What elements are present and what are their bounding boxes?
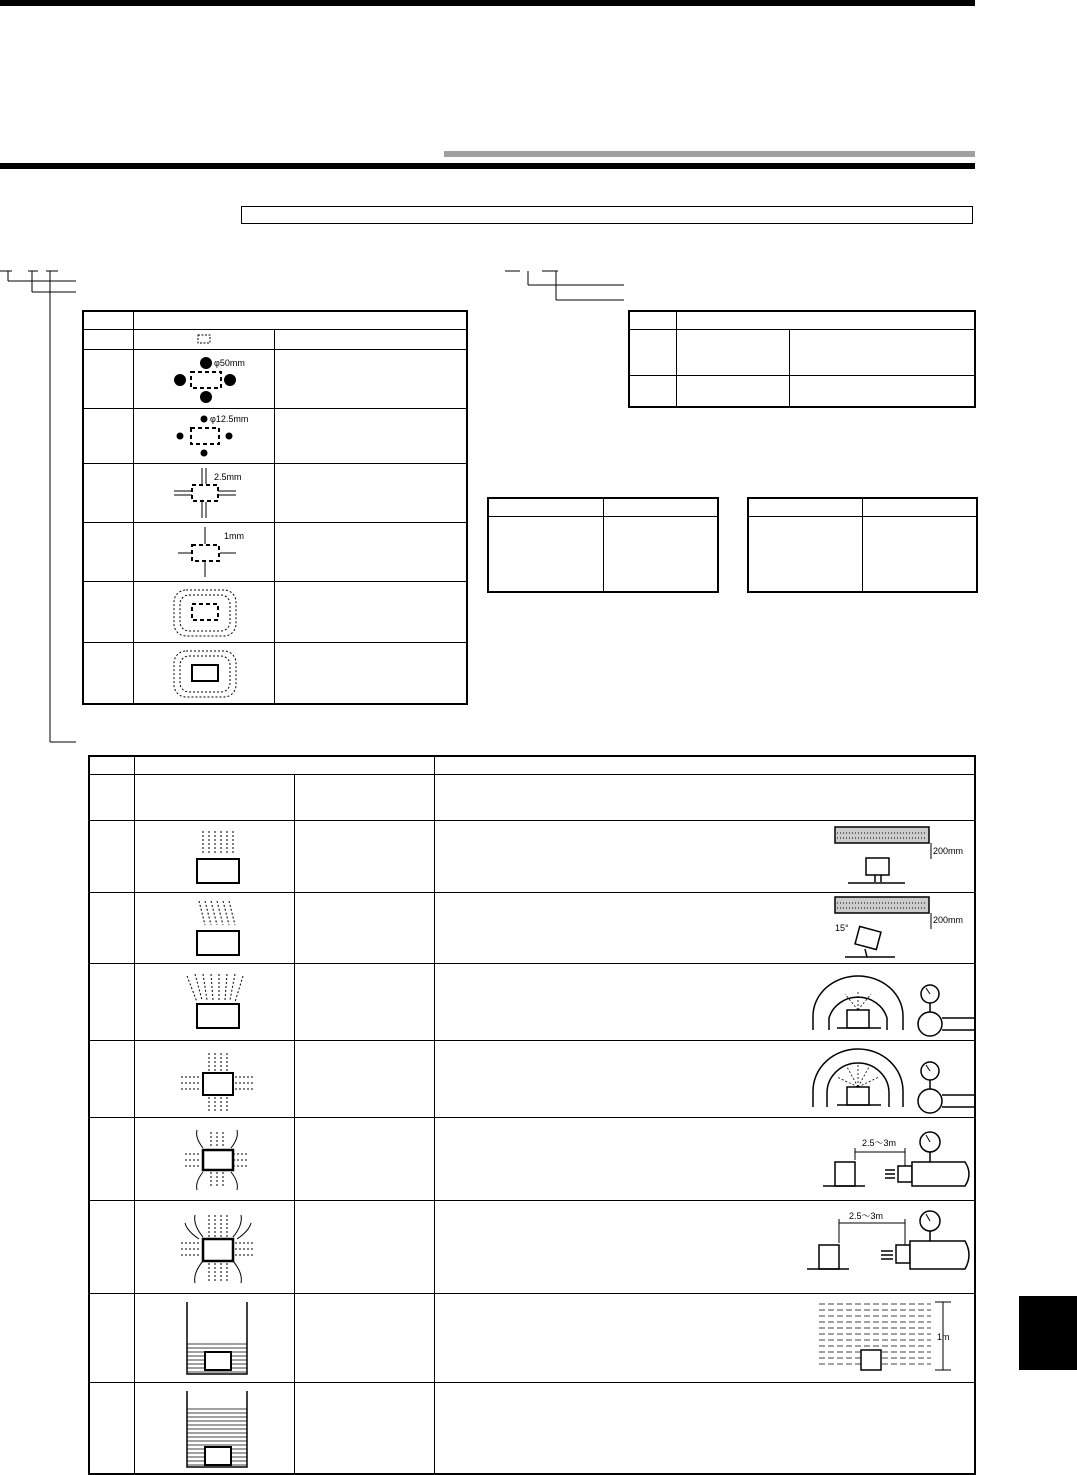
description-cell bbox=[274, 463, 467, 522]
middle-table-right bbox=[747, 497, 978, 593]
splashing-water-icon bbox=[135, 1041, 295, 1117]
vertical-drip-icon bbox=[135, 821, 295, 892]
middle-table-left bbox=[487, 497, 719, 593]
description-cell bbox=[274, 581, 467, 642]
table-row bbox=[89, 1117, 134, 1200]
description-cell bbox=[274, 349, 467, 408]
dust-tight-icon bbox=[134, 643, 275, 703]
header-cell bbox=[134, 774, 294, 820]
description-cell bbox=[294, 1382, 434, 1474]
header-cell bbox=[133, 329, 274, 349]
table-row bbox=[83, 522, 133, 581]
header-cell bbox=[862, 498, 977, 516]
water-jet-icon bbox=[135, 1118, 295, 1200]
enclosure-symbol-icon bbox=[196, 334, 212, 344]
description-cell bbox=[294, 820, 434, 892]
table-row bbox=[89, 892, 134, 963]
header-cell bbox=[434, 774, 975, 820]
table-row bbox=[83, 463, 133, 522]
description-cell bbox=[294, 1200, 434, 1293]
powerful-jet-test-icon bbox=[435, 1201, 976, 1293]
header-cell bbox=[89, 774, 134, 820]
description-cell bbox=[294, 1293, 434, 1382]
table-row bbox=[89, 963, 134, 1040]
angle-label: 15° bbox=[834, 922, 849, 933]
description-cell bbox=[294, 1040, 434, 1117]
header-cell bbox=[89, 756, 134, 774]
table-row bbox=[83, 408, 133, 463]
immersion-test-icon bbox=[435, 1294, 976, 1382]
header-cell bbox=[133, 311, 467, 329]
description-cell bbox=[294, 892, 434, 963]
table-row bbox=[83, 581, 133, 642]
table-row bbox=[89, 1293, 134, 1382]
description-cell bbox=[434, 1382, 975, 1474]
dimension-label: 1m bbox=[936, 1331, 950, 1342]
dimension-label: 200mm bbox=[932, 845, 963, 856]
dimension-label: 1mm bbox=[223, 530, 244, 541]
dimension-label: φ50mm bbox=[213, 357, 245, 368]
header-black-rule bbox=[0, 163, 975, 169]
table-row bbox=[748, 516, 862, 592]
description-cell bbox=[274, 642, 467, 704]
dimension-label: 2.5～3m bbox=[848, 1210, 883, 1221]
dimension-label: 2.5mm bbox=[213, 471, 242, 482]
header-gray-rule bbox=[444, 151, 975, 157]
vertical-drip-test-icon bbox=[435, 821, 976, 892]
header-cell bbox=[294, 774, 434, 820]
header-cell bbox=[134, 756, 434, 774]
description-cell bbox=[294, 963, 434, 1040]
table-row bbox=[89, 1040, 134, 1117]
continuous-immersion-icon bbox=[135, 1383, 295, 1473]
description-cell bbox=[274, 408, 467, 463]
header-cell bbox=[748, 498, 862, 516]
dimension-label: 200mm bbox=[932, 914, 963, 925]
description-cell bbox=[274, 522, 467, 581]
table-row bbox=[89, 1382, 134, 1474]
top-rule bbox=[0, 0, 975, 6]
powerful-water-jet-icon bbox=[135, 1201, 295, 1293]
title-box bbox=[241, 206, 973, 224]
water-protection-table bbox=[88, 755, 976, 1475]
table-row bbox=[488, 516, 603, 592]
drip-15-degree-icon bbox=[135, 893, 295, 963]
header-cell bbox=[83, 311, 133, 329]
table-row bbox=[83, 642, 133, 704]
table-row bbox=[89, 820, 134, 892]
header-cell bbox=[434, 756, 975, 774]
solid-protection-table bbox=[82, 310, 468, 705]
description-cell bbox=[294, 1117, 434, 1200]
dimension-label: 2.5～3m bbox=[861, 1137, 896, 1148]
table-row bbox=[89, 1200, 134, 1293]
code-bracket-right bbox=[500, 268, 630, 308]
splashing-test-icon bbox=[435, 1041, 976, 1117]
header-cell bbox=[603, 498, 718, 516]
dust-protected-icon bbox=[134, 582, 275, 642]
header-cell bbox=[676, 311, 975, 329]
table-row bbox=[83, 349, 133, 408]
dimension-label: φ12.5mm bbox=[209, 413, 248, 424]
wire-1mm-icon bbox=[134, 523, 275, 581]
header-cell bbox=[629, 311, 676, 329]
chapter-tab bbox=[1019, 1296, 1077, 1370]
header-cell bbox=[274, 329, 467, 349]
spraying-test-icon bbox=[435, 964, 976, 1040]
header-cell bbox=[488, 498, 603, 516]
wire-2-5mm-icon bbox=[134, 464, 275, 522]
code-table-right bbox=[628, 310, 976, 408]
table-row bbox=[629, 375, 676, 407]
solid-object-12-5mm-icon bbox=[134, 409, 275, 463]
code-bracket-left bbox=[0, 268, 90, 748]
water-jet-test-icon bbox=[435, 1118, 976, 1200]
table-row bbox=[629, 329, 676, 375]
drip-15-degree-test-icon bbox=[435, 893, 976, 963]
header-cell bbox=[83, 329, 133, 349]
temporary-immersion-icon bbox=[135, 1294, 295, 1382]
solid-object-50mm-icon bbox=[134, 350, 275, 408]
spraying-water-icon bbox=[135, 964, 295, 1040]
